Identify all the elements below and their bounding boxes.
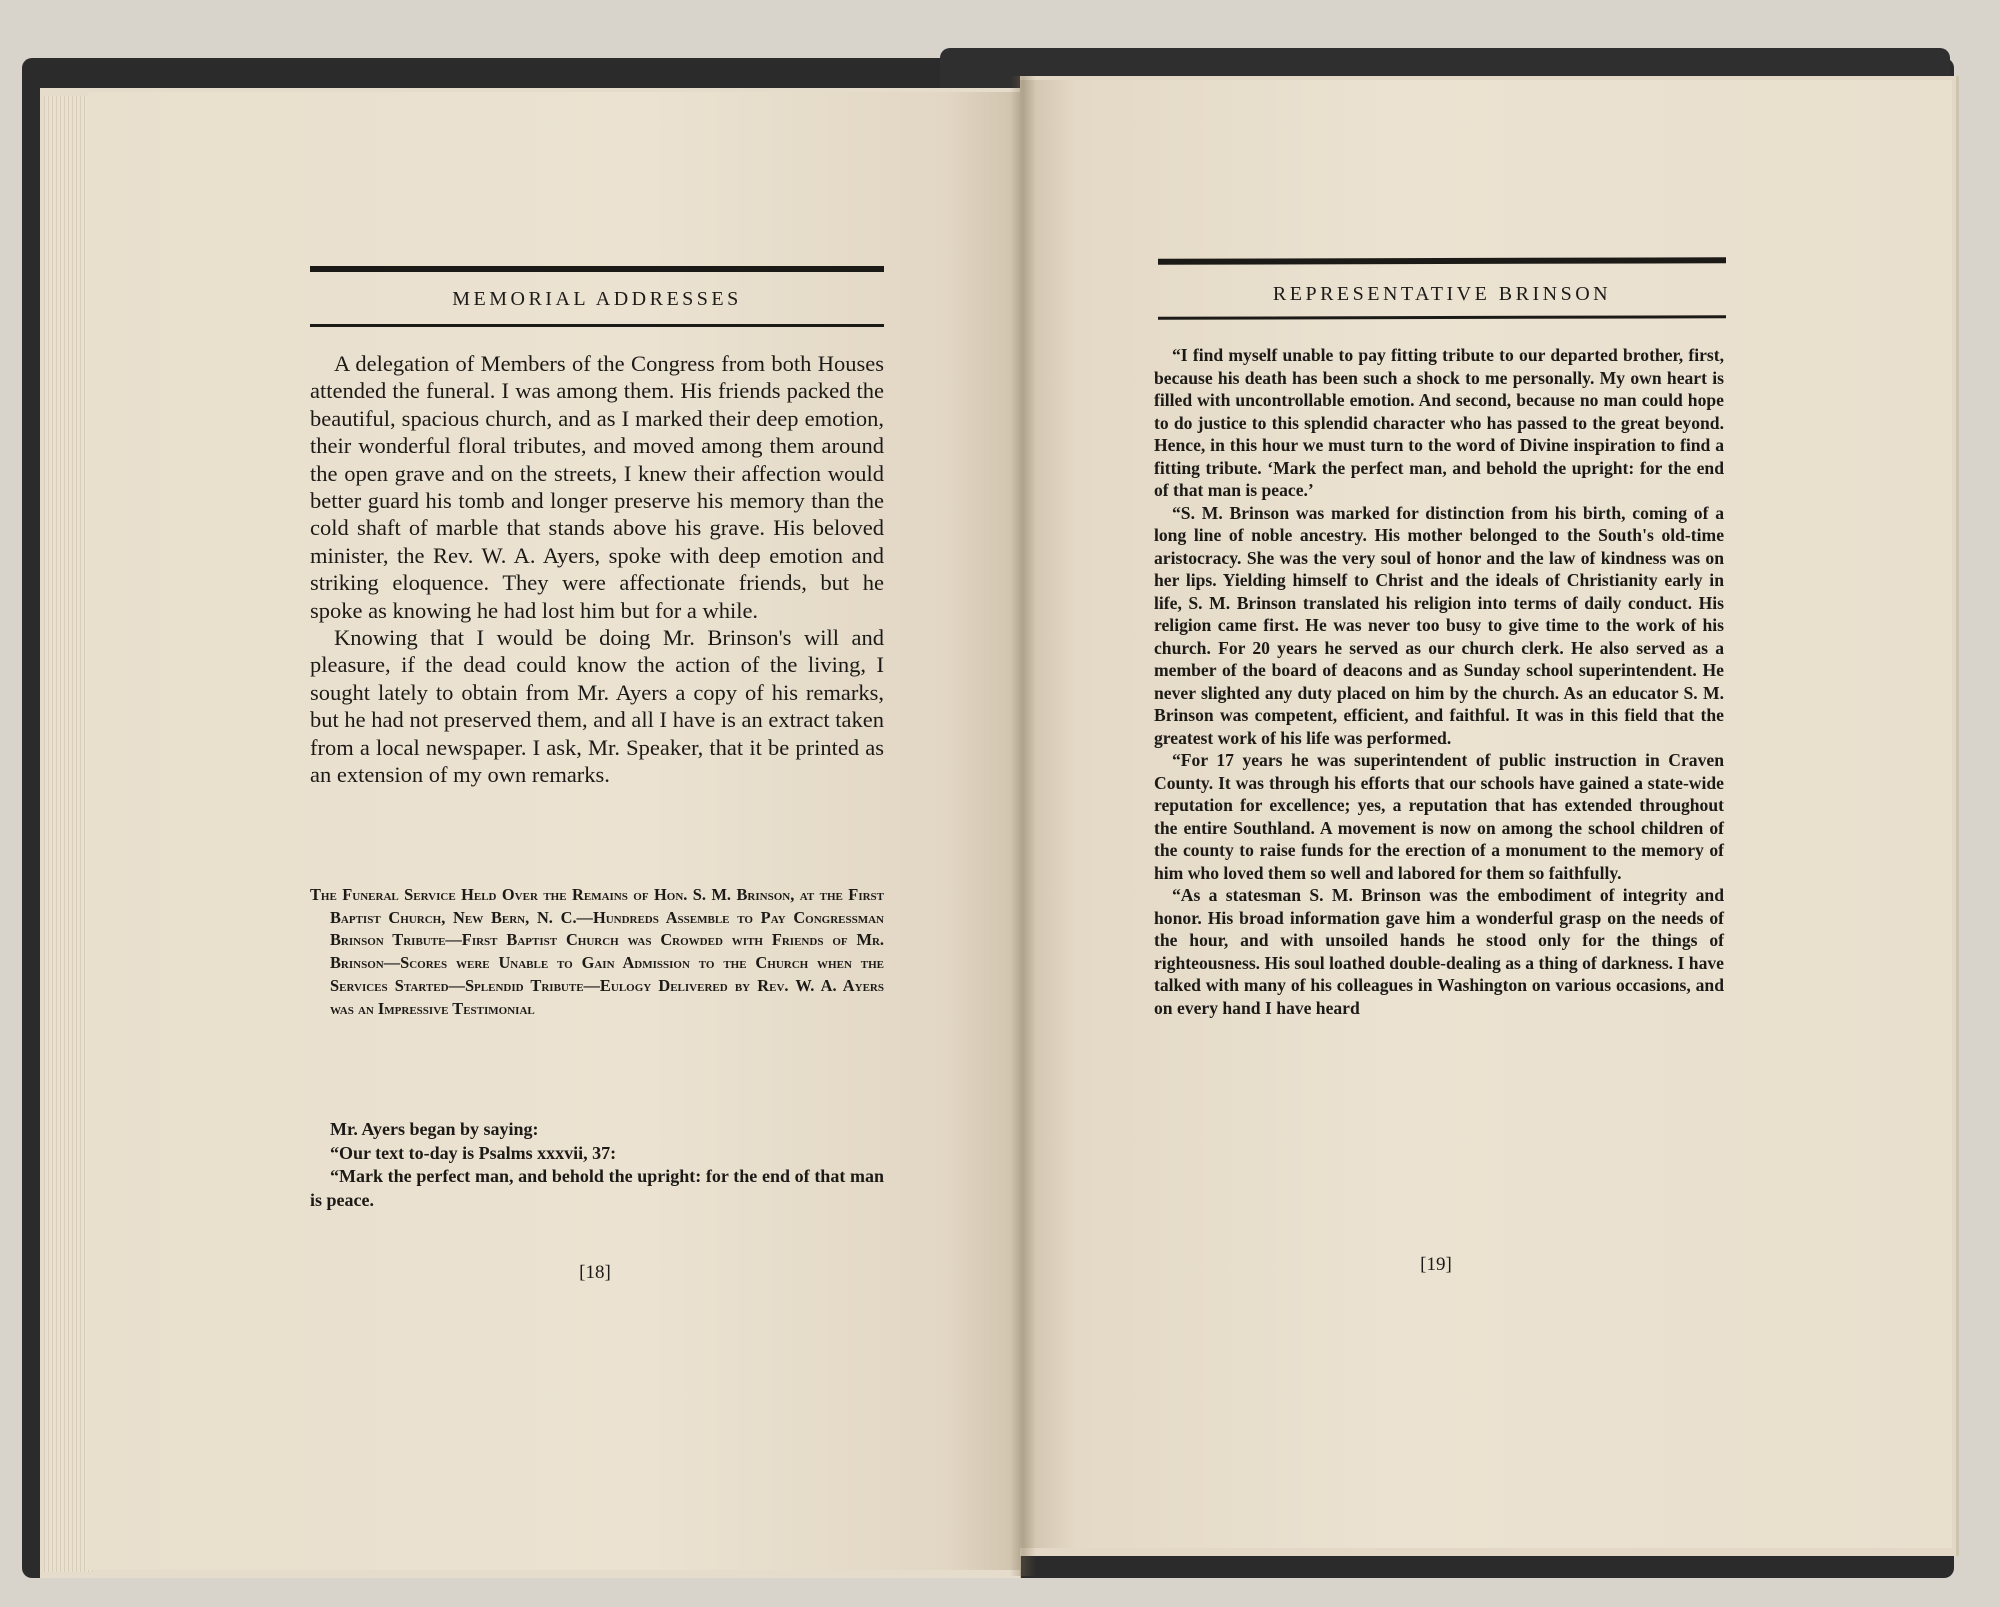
left-paragraph: A delegation of Members of the Congress from both Houses attended the funeral. I was among them. His friends packed the beautiful, spacious church, and as I marked their deep emotion, their wonderful floral tributes, and moved among them around the open grave and on the streets, I knew their affection would better guard his tomb and longer preserve his memory than the cold shaft of marble that stands above his grave. His beloved minister, the Rev. W. A. Ayers, spoke with deep emotion and striking eloquence. They were affectionate friends, but he spoke as knowing he had lost him but for a while.	[310, 351, 884, 623]
left-head-rule	[310, 324, 884, 327]
left-quote-block	[310, 1118, 884, 1212]
right-page-number: [19]	[1420, 1254, 1452, 1275]
right-paragraph: “For 17 years he was superintendent of public instruction in Craven County. It was through his efforts that our schools have gained a state-wide reputation for excellence; yes, a reputation that has extended throughout the entire Southland. A movement is now on among the school children of the county to raise funds for the erection of a monument to the memory of him who loved them so well and labored for them so faithfully.	[1154, 750, 1724, 883]
right-paragraph: “As a statesman S. M. Brinson was the embodiment of integrity and honor. His broad information gave him a wonderful grasp on the needs of the hour, and with unsoiled hands he stood only for the things of righteousness. His soul loathed double-dealing as a thing of darkness. I have talked with many of his colleagues in Washington on various occasions, and on every hand I have heard	[1154, 885, 1724, 1018]
right-paragraph: “I find myself unable to pay fitting tribute to our departed brother, first, because his death has been such a shock to me personally. My own heart is filled with uncontrollable emotion. And second, because no man could hope to do justice to this splendid character who has passed to the great beyond. Hence, in this hour we must turn to the word of Divine inspiration to find a fitting tribute. ‘Mark the perfect man, and behold the upright: for the end of that man is peace.’	[1154, 345, 1724, 500]
left-page-number: [18]	[579, 1262, 611, 1283]
funeral-headline: The Funeral Service Held Over the Remains of Hon. S. M. Brinson, at the First Baptist Church, New Bern, N. C.—Hundreds Assemble to Pay Congressman Brinson Tribute—First Baptist Church was Crowded with Friends of Mr. Brinson—Scores were Unable to Gain Admission to the Church when the Services Started—Splendid Tribute—Eulogy Delivered by Rev. W. A. Ayers was an Impressive Testimonial	[310, 885, 884, 1018]
quote-line: “Our text to-day is Psalms xxxvii, 37:	[330, 1142, 617, 1163]
book-gutter	[1010, 76, 1036, 1576]
right-running-head: REPRESENTATIVE BRINSON	[1272, 283, 1612, 305]
quote-line: Mr. Ayers began by saying:	[330, 1119, 539, 1139]
right-paragraph: “S. M. Brinson was marked for distinction from his birth, coming of a long line of noble ancestry. His mother belonged to the South's old-time aristocracy. She was the very soul of honor and the law of kindness was on her lips. Yielding himself to Christ and the ideals of Christianity early in life, S. M. Brinson translated his religion into terms of daily conduct. His religion came first. He was never too busy to give time to the work of his church. For 20 years he served as our church clerk. He also served as a member of the board of deacons and as Sunday school superintendent. He never slighted any duty placed on him by the church. As an educator S. M. Brinson was competent, efficient, and faithful. It was in this field that the greatest work of his life was performed.	[1154, 502, 1724, 748]
left-page-edges	[44, 96, 94, 1572]
left-page	[88, 92, 1020, 1570]
left-paragraph: Knowing that I would be doing Mr. Brinson's will and pleasure, if the dead could know the action of the living, I sought lately to obtain from Mr. Ayers a copy of his remarks, but he had not preserved them, and all I have is an extract taken from a local newspaper. I ask, Mr. Speaker, that it be printed as an extension of my own remarks.	[310, 625, 884, 788]
right-body-text	[1154, 344, 1724, 1019]
left-top-rule	[310, 266, 884, 272]
left-body-text	[310, 350, 884, 789]
left-running-head: MEMORIAL ADDRESSES	[452, 288, 742, 310]
quote-line: “Mark the perfect man, and behold the upright: for the end of that man is peace.	[310, 1166, 884, 1210]
